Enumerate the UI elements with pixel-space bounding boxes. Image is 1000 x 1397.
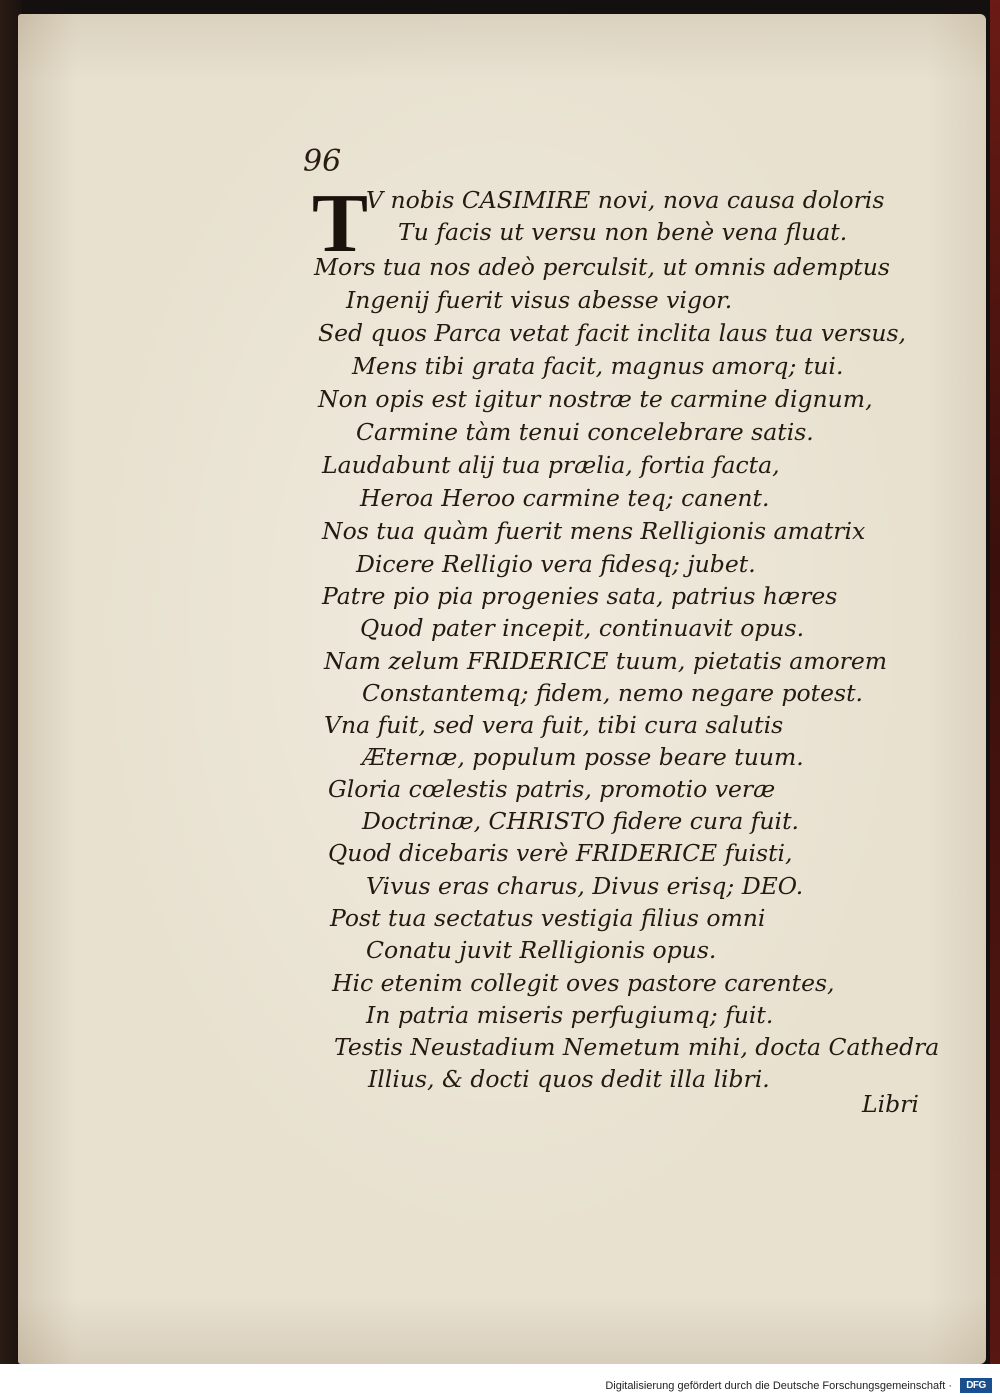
verse-line: Mors tua nos adeò perculsit, ut omnis ademptus	[314, 253, 890, 281]
verse-line: V nobis CASIMIRE novi, nova causa doloris	[366, 186, 885, 214]
verse-line: Vivus eras charus, Divus erisq; DEO.	[366, 872, 804, 900]
verse-line: Nam zelum FRIDERICE tuum, pietatis amorem	[324, 647, 888, 675]
verse-line: Laudabunt alij tua prælia, fortia facta,	[322, 451, 780, 479]
verse-line: Hic etenim collegit oves pastore carentes,	[332, 969, 835, 997]
funding-notice: Digitalisierung gefördert durch die Deutsche Forschungsgemeinschaft ·	[605, 1380, 952, 1392]
verse-line: Carmine tàm tenui concelebrare satis.	[356, 418, 814, 446]
verse-line: Non opis est igitur nostræ te carmine dignum,	[318, 385, 873, 413]
verse-line: Quod pater incepit, continuavit opus.	[360, 614, 805, 642]
verse-line: Dicere Relligio vera fidesq; jubet.	[356, 550, 756, 578]
verse-line: Sed quos Parca vetat facit inclita laus tua versus,	[318, 319, 907, 347]
verse-line: Constantemq; fidem, nemo negare potest.	[362, 679, 863, 707]
verse-line: Nos tua quàm fuerit mens Relligionis amatrix	[322, 517, 866, 545]
dfg-logo: DFG	[960, 1378, 992, 1393]
verse-line: In patria miseris perfugiumq; fuit.	[366, 1001, 774, 1029]
verse-line: Vna fuit, sed vera fuit, tibi cura salutis	[324, 711, 784, 739]
verse-line: Tu facis ut versu non benè vena fluat.	[398, 218, 848, 246]
verse-line: Post tua sectatus vestigia filius omni	[330, 904, 766, 932]
verse-line: Conatu juvit Relligionis opus.	[366, 936, 717, 964]
verse-line: Patre pio pia progenies sata, patrius hæres	[322, 582, 838, 610]
verse-line: Testis Neustadium Nemetum mihi, docta Cathedra	[334, 1033, 940, 1061]
verse-line: Ingenij fuerit visus abesse vigor.	[346, 286, 733, 314]
verse-line: Gloria cœlestis patris, promotio veræ	[328, 775, 776, 803]
verse-line: Doctrinæ, CHRISTO fidere cura fuit.	[362, 807, 799, 835]
verse-line: Heroa Heroo carmine teq; canent.	[360, 484, 770, 512]
decorated-initial: T	[312, 177, 369, 270]
verse-line: Quod dicebaris verè FRIDERICE fuisti,	[328, 839, 793, 867]
verse-line: Mens tibi grata facit, magnus amorq; tui.	[352, 352, 844, 380]
catchword: Libri	[862, 1090, 919, 1118]
footer-bar	[0, 1364, 1000, 1397]
verse-line: Æternæ, populum posse beare tuum.	[362, 743, 804, 771]
verse-line: Illius, & docti quos dedit illa libri.	[368, 1065, 770, 1093]
book-right-edge	[990, 0, 1000, 1397]
page-number: 96	[303, 144, 342, 179]
